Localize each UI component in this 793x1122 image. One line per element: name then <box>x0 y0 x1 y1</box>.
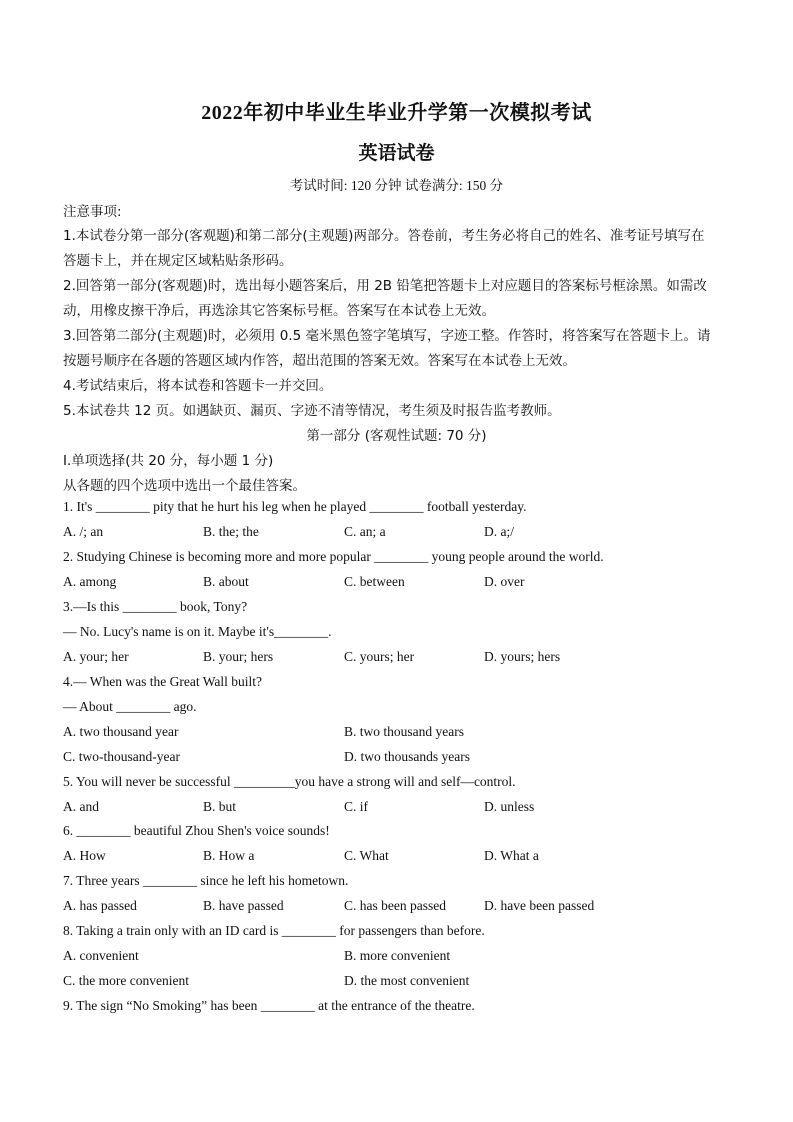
option-a: A. and <box>63 799 99 814</box>
option-a: A. has passed <box>63 898 137 913</box>
option-c: C. What <box>344 848 389 863</box>
option-a: A. among <box>63 574 117 589</box>
notes-line: 1.本试卷分第一部分(客观题)和第二部分(主观题)两部分。答卷前，考生务必将自己的姓名、准考证号填写在 <box>63 228 705 244</box>
option-c: C. two-thousand-year <box>63 749 180 764</box>
option-b: B. How a <box>203 848 255 863</box>
notes-line: 答题卡上，并在规定区域粘贴条形码。 <box>63 253 293 269</box>
question-6-stem: 6. ________ beautiful Zhou Shen's voice sounds! <box>63 823 330 838</box>
notes-line: 3.回答第二部分(主观题)时，必须用 0.5 毫米黑色签字笔填写，字迹工整。作答时，将答案写在答题卡上。请 <box>63 328 711 344</box>
question-7-stem: 7. Three years ________ since he left his hometown. <box>63 873 349 888</box>
option-d: D. over <box>484 574 525 589</box>
option-c: C. if <box>344 799 369 814</box>
notes-line: 按题号顺序在各题的答题区域内作答，超出范围的答案无效。答案写在本试卷上无效。 <box>63 353 576 369</box>
option-c: C. the more convenient <box>63 973 189 988</box>
option-c: C. an; a <box>344 524 386 539</box>
option-b: B. have passed <box>203 898 284 913</box>
question-5-stem: 5. You will never be successful _________you have a strong will and self—control. <box>63 774 516 789</box>
option-b: B. your; hers <box>203 649 274 664</box>
option-b: B. the; the <box>203 524 259 539</box>
option-a: A. two thousand year <box>63 724 179 739</box>
option-a: A. How <box>63 848 106 863</box>
question-3-stem-reply: — No. Lucy's name is on it. Maybe it's________. <box>63 624 332 639</box>
option-b: B. about <box>203 574 249 589</box>
exam-info: 考试时间: 120 分钟 试卷满分: 150 分 <box>289 178 504 193</box>
question-9-stem: 9. The sign “No Smoking” has been ________ at the entrance of the theatre. <box>63 998 475 1013</box>
option-d: D. unless <box>484 799 535 814</box>
section-instruction: 从各题的四个选项中选出一个最佳答案。 <box>63 478 306 494</box>
notes-line: 2.回答第一部分(客观题)时，选出每小题答案后，用 2B 铅笔把答题卡上对应题目的答案标号框涂黑。如需改 <box>63 278 707 294</box>
option-d: D. a;/ <box>484 524 514 539</box>
exam-subtitle: 英语试卷 <box>358 143 435 164</box>
option-d: D. have been passed <box>484 898 595 913</box>
option-a: A. /; an <box>63 524 104 539</box>
option-a: A. your; her <box>63 649 129 664</box>
notes-heading: 注意事项: <box>63 204 122 220</box>
option-b: B. two thousand years <box>344 724 464 739</box>
question-4-stem-reply: — About ________ ago. <box>63 699 197 714</box>
option-c: C. has been passed <box>344 898 446 913</box>
question-8-stem: 8. Taking a train only with an ID card is ________ for passengers than before. <box>63 923 485 938</box>
exam-title: 2022年初中毕业生毕业升学第一次模拟考试 <box>201 102 592 124</box>
notes-line: 动，用橡皮擦干净后，再选涂其它答案标号框。答案写在本试卷上无效。 <box>63 303 495 319</box>
question-2-stem: 2. Studying Chinese is becoming more and more popular ________ young people around the world. <box>63 549 604 564</box>
option-d: D. the most convenient <box>344 973 470 988</box>
option-a: A. convenient <box>63 948 139 963</box>
option-d: D. two thousands years <box>344 749 470 764</box>
section-heading: I.单项选择(共 20 分，每小题 1 分) <box>63 453 274 469</box>
notes-line: 5.本试卷共 12 页。如遇缺页、漏页、字迹不清等情况，考生须及时报告监考教师。 <box>63 403 561 419</box>
notes-line: 4.考试结束后，将本试卷和答题卡一并交回。 <box>63 378 333 394</box>
part-one-heading: 第一部分 (客观性试题: 70 分) <box>306 428 487 444</box>
option-b: B. more convenient <box>344 948 451 963</box>
question-3-stem: 3.—Is this ________ book, Tony? <box>63 599 248 614</box>
option-d: D. What a <box>484 848 539 863</box>
question-4-stem: 4.— When was the Great Wall built? <box>63 674 262 689</box>
option-c: C. between <box>344 574 405 589</box>
question-1-stem: 1. It's ________ pity that he hurt his leg when he played ________ football yesterday. <box>63 499 527 514</box>
option-c: C. yours; her <box>344 649 415 664</box>
option-b: B. but <box>203 799 237 814</box>
option-d: D. yours; hers <box>484 649 561 664</box>
